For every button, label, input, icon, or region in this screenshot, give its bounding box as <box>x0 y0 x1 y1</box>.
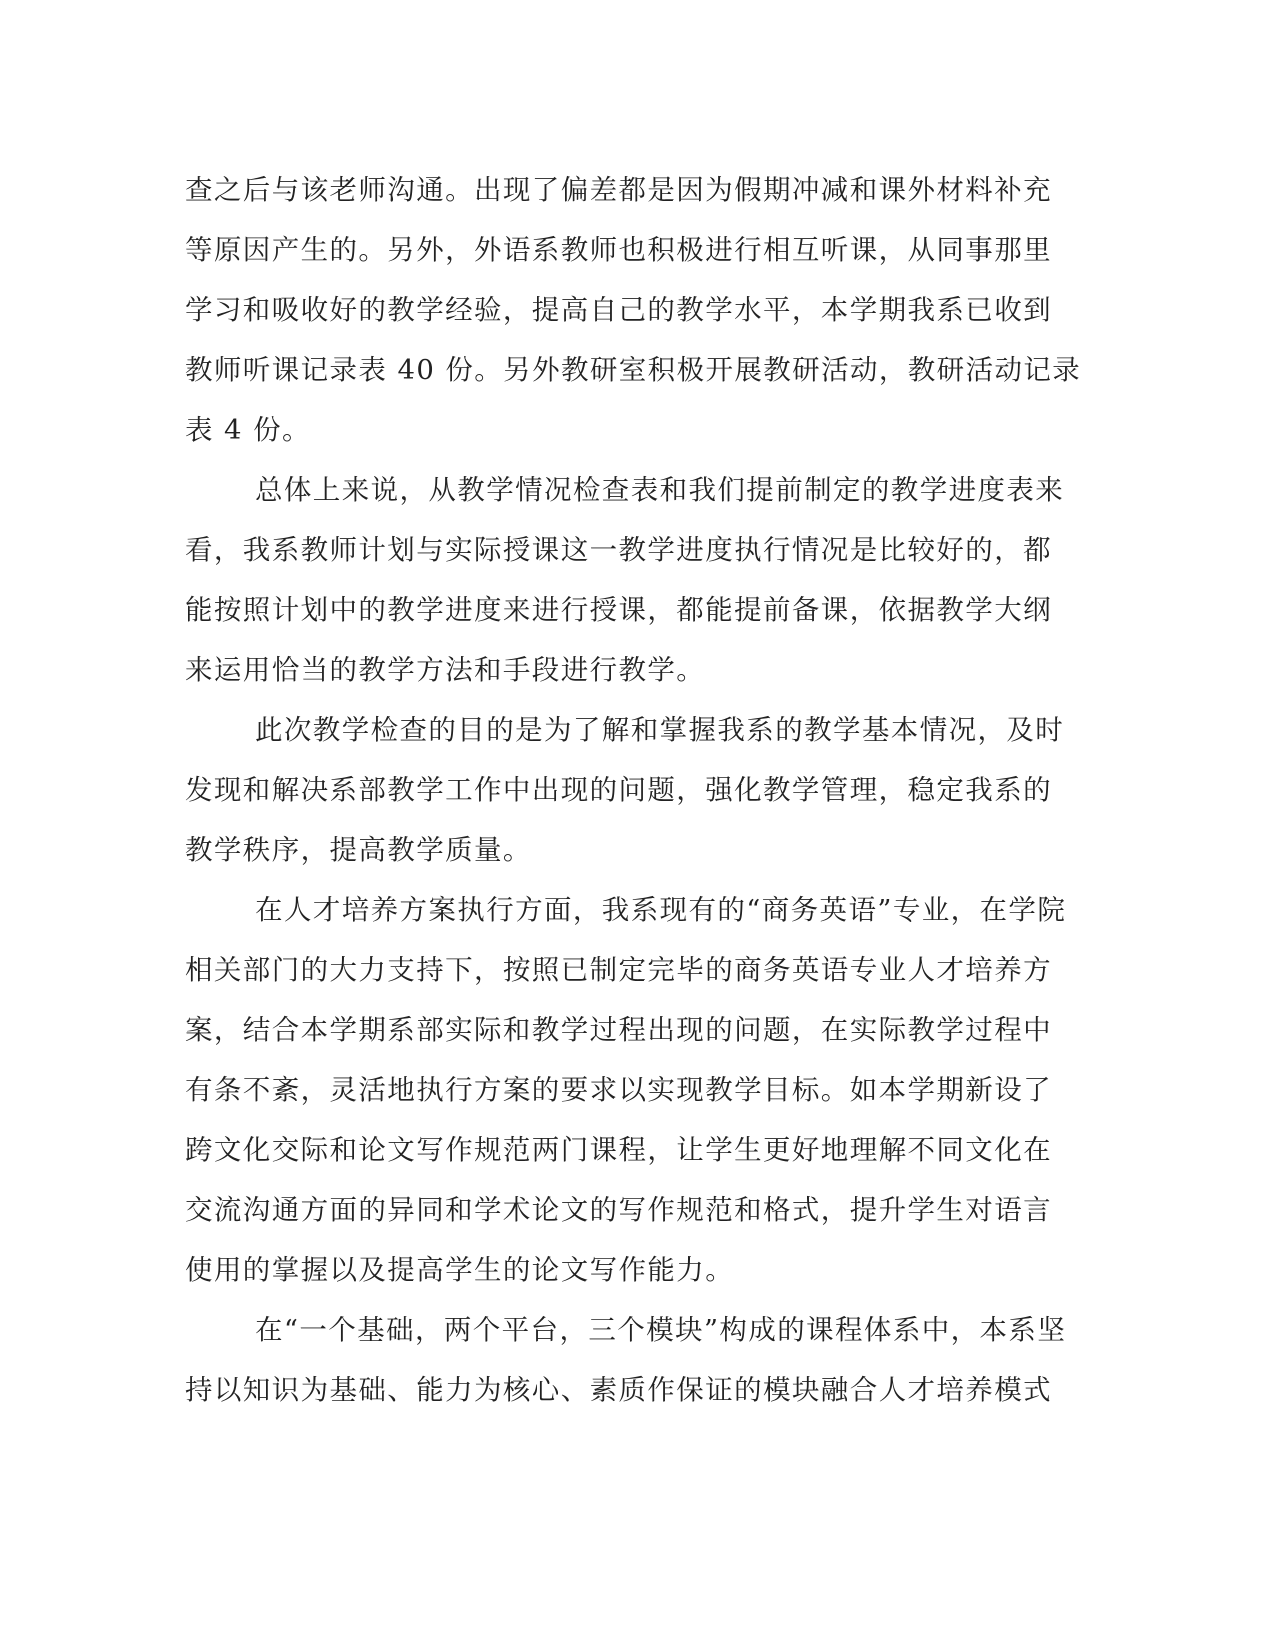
text-line: 相关部门的大力支持下，按照已制定完毕的商务英语专业人才培养方 <box>185 954 1052 986</box>
paragraph-first-line: 此次教学检查的目的是为了解和掌握我系的教学基本情况，及时 <box>255 714 1065 746</box>
text-line: 跨文化交际和论文写作规范两门课程，让学生更好地理解不同文化在 <box>185 1134 1052 1166</box>
text-line: 使用的掌握以及提高学生的论文写作能力。 <box>185 1254 735 1286</box>
text-line: 发现和解决系部教学工作中出现的问题，强化教学管理，稳定我系的 <box>185 774 1052 806</box>
text-line: 持以知识为基础、能力为核心、素质作保证的模块融合人才培养模式 <box>185 1374 1052 1406</box>
text-line: 等原因产生的。另外，外语系教师也积极进行相互听课，从同事那里 <box>185 234 1052 266</box>
paragraph-first-line: 总体上来说，从教学情况检查表和我们提前制定的教学进度表来 <box>255 474 1065 506</box>
text-line: 能按照计划中的教学进度来进行授课，都能提前备课，依据教学大纲 <box>185 594 1052 626</box>
text-line: 表 4 份。 <box>185 414 311 446</box>
text-line: 教师听课记录表 40 份。另外教研室积极开展教研活动，教研活动记录 <box>185 354 1082 386</box>
text-line: 交流沟通方面的异同和学术论文的写作规范和格式，提升学生对语言 <box>185 1194 1052 1226</box>
text-line: 学习和吸收好的教学经验，提高自己的教学水平，本学期我系已收到 <box>185 294 1052 326</box>
paragraph-first-line: 在人才培养方案执行方面，我系现有的“商务英语”专业，在学院 <box>255 894 1067 926</box>
text-line: 看，我系教师计划与实际授课这一教学进度执行情况是比较好的，都 <box>185 534 1052 566</box>
text-line: 有条不紊，灵活地执行方案的要求以实现教学目标。如本学期新设了 <box>185 1074 1052 1106</box>
text-line: 案，结合本学期系部实际和教学过程出现的问题，在实际教学过程中 <box>185 1014 1052 1046</box>
text-line: 来运用恰当的教学方法和手段进行教学。 <box>185 654 706 686</box>
body-text <box>185 160 1082 1420</box>
text-line: 教学秩序，提高教学质量。 <box>185 834 532 866</box>
text-line: 查之后与该老师沟通。出现了偏差都是因为假期冲减和课外材料补充 <box>185 174 1052 206</box>
paragraph-first-line: 在“一个基础，两个平台，三个模块”构成的课程体系中，本系坚 <box>255 1314 1067 1346</box>
